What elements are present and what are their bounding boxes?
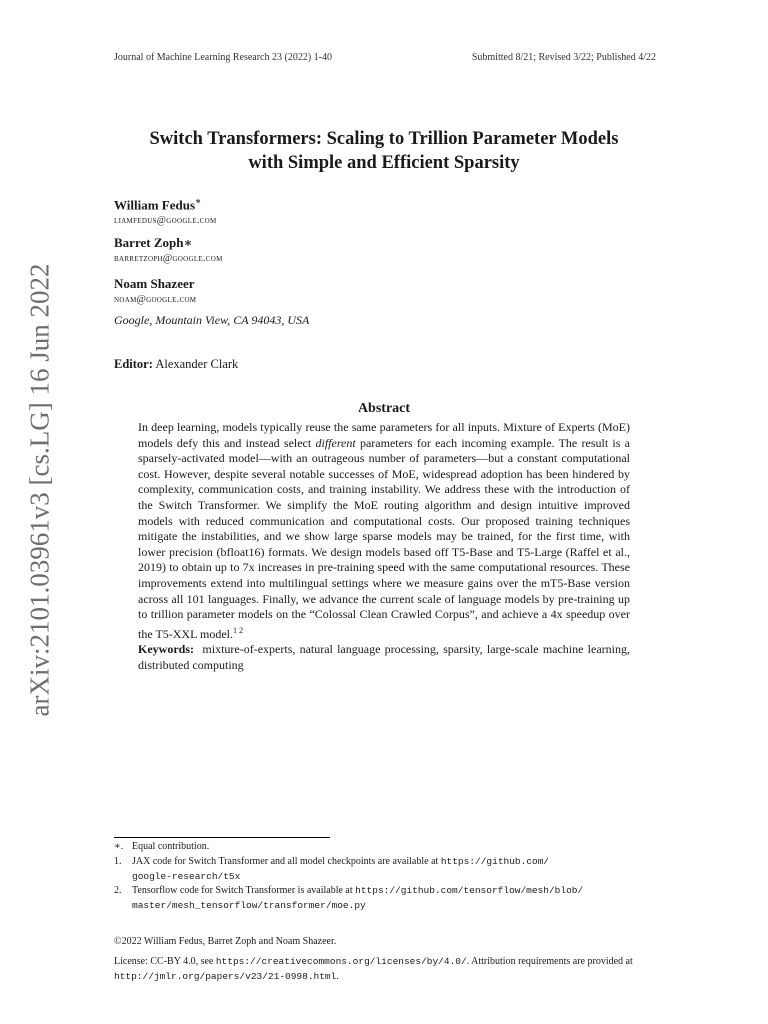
keywords: Keywords: mixture-of-experts, natural language processing, sparsity, large-scale machine learning, distributed computing: [138, 642, 630, 672]
abstract-body: In deep learning, models typically reuse the same parameters for all inputs. Mixture of Experts (MoE) models defy this and instead select different parameters for each incoming example. The result is a sparsely-activated model—with an outrageous number of parameters—but a constant computational cost. However, despite several notable successes of MoE, widespread adoption has been hindered by complexity, communication costs, and training instability. We address these with the introduction of the Switch Transformer. We simplify the MoE routing algorithm and design intuitive improved models with reduced communication and computational costs. Our proposed training techniques mitigate the instabilities, and we show large sparse models may be trained, for the first time, with lower precision (bfloat16) formats. We design models based off T5-Base and T5-Large (Raffel et al., 2019) to obtain up to 7x increases in pre-training speed with the same computational resources. These improvements extend into multilingual settings where we measure gains over the mT5-Base version across all 101 languages. Finally, we advance the current scale of language models by pre-training up to trillion parameter models on the “Colossal Clean Crawled Corpus”, and achieve a 4x speedup over the T5-XXL model.$^{1 2}$ Keywords: mixture-of-experts, natural language processing, sparsity, large-scale machine learning, distributed computing: [138, 420, 630, 672]
author-email-2[interactable]: barretzoph@google.com: [114, 253, 223, 264]
author-name-3: Noam Shazeer: [114, 276, 195, 291]
footnote-rule: [114, 837, 330, 838]
footnote-2: 2. Tensorflow code for Switch Transformer is available at https://github.com/tensorflow/mesh/blob/ master/mesh_tensorflow/transformer/moe.py: [114, 885, 584, 911]
author-email-1[interactable]: liamfedus@google.com: [114, 215, 217, 226]
arxiv-stamp: arXiv:2101.03961v3 [cs.LG] 16 Jun 2022: [24, 263, 55, 717]
license-link[interactable]: https://creativecommons.org/licenses/by/4.0/: [215, 956, 467, 967]
footnote-1-link[interactable]: https://github.com/: [440, 856, 550, 867]
author-name-2: Barret Zoph∗: [114, 235, 193, 250]
affiliation: Google, Mountain View, CA 94043, USA: [114, 313, 310, 327]
jmlr-link[interactable]: http://jmlr.org/papers/v23/21-0998.html: [114, 971, 337, 982]
copyright: ©2022 William Fedus, Barret Zoph and Noam Shazeer.: [114, 936, 337, 947]
footnote-equal: ∗. Equal contribution.: [114, 841, 210, 852]
running-header-journal: Journal of Machine Learning Research 23 (2022) 1-40: [114, 52, 332, 63]
title-line-1: Switch Transformers: Scaling to Trillion Parameter Models: [149, 129, 619, 149]
footnote-2-link[interactable]: https://github.com/tensorflow/mesh/blob/: [355, 885, 584, 896]
running-header-dates: Submitted 8/21; Revised 3/22; Published 4/22: [471, 52, 656, 63]
abstract-heading: Abstract: [357, 401, 411, 416]
author-email-3[interactable]: noam@google.com: [114, 294, 197, 305]
title-line-2: with Simple and Efficient Sparsity: [248, 153, 520, 173]
paper-title: [84, 127, 684, 175]
editor-line: Editor: Alexander Clark: [114, 357, 239, 371]
author-name-1: William Fedus∗: [114, 196, 202, 213]
license: License: CC-BY 4.0, see https://creativecommons.org/licenses/by/4.0/. Attribution requirements are provided at http://jmlr.org/papers/v23/21-0998.html.: [114, 956, 633, 982]
footnote-1: 1. JAX code for Switch Transformer and all model checkpoints are available at https://github.com/ google-research/t5x: [114, 856, 550, 882]
